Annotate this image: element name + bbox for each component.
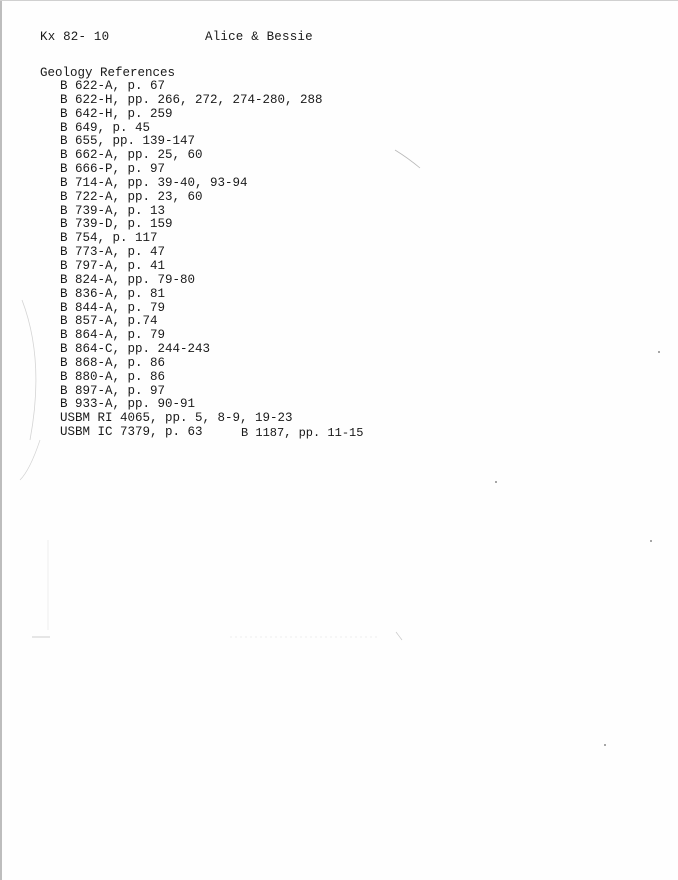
reference-item: B 655, pp. 139-147 [60, 134, 196, 149]
reference-item: B 662-A, pp. 25, 60 [60, 148, 203, 163]
reference-item: B 739-D, p. 159 [60, 217, 173, 232]
reference-item: B 897-A, p. 97 [60, 383, 166, 398]
reference-item: B 649, p. 45 [60, 120, 151, 135]
reference-item: B 622-A, p. 67 [60, 79, 166, 93]
stray-mark [22, 300, 36, 440]
reference-item: B 666-P, p. 97 [60, 162, 166, 177]
reference-item: B 797-A, p. 41 [60, 258, 166, 273]
scan-edge-left [0, 0, 2, 880]
reference-item: B 642-H, p. 259 [60, 106, 173, 121]
reference-item: B 836-A, p. 81 [60, 286, 166, 301]
reference-item: B 754, p. 117 [60, 231, 158, 246]
claim-name: Alice & Bessie [205, 30, 313, 44]
reference-item: B 868-A, p. 86 [60, 355, 166, 370]
reference-list [60, 80, 323, 440]
reference-item: USBM IC 7379, p. 63 [60, 425, 203, 440]
section-title: Geology References [40, 66, 176, 80]
reference-item: B 824-A, pp. 79-80 [60, 272, 196, 287]
side-reference: B 1187, pp. 11-15 [241, 426, 364, 440]
reference-item: B 773-A, p. 47 [60, 245, 166, 260]
stray-mark [396, 632, 402, 640]
reference-item: B 864-C, pp. 244-243 [60, 342, 211, 357]
reference-item: USBM RI 4065, pp. 5, 8-9, 19-23 [60, 411, 293, 426]
speck [650, 540, 652, 542]
stray-mark [20, 440, 40, 480]
scan-edge-top [0, 0, 678, 1]
speck [604, 744, 606, 746]
reference-item: B 722-A, pp. 23, 60 [60, 189, 203, 204]
reference-item: B 714-A, pp. 39-40, 93-94 [60, 175, 248, 190]
reference-item: B 844-A, p. 79 [60, 300, 166, 315]
reference-item: B 880-A, p. 86 [60, 369, 166, 384]
reference-item: B 864-A, p. 79 [60, 328, 166, 343]
stray-mark [395, 150, 420, 168]
speck [658, 351, 660, 353]
file-id: Kx 82- 10 [40, 30, 110, 44]
reference-item: B 857-A, p.74 [60, 314, 158, 329]
speck [495, 481, 497, 483]
reference-item: B 622-H, pp. 266, 272, 274-280, 288 [60, 92, 323, 107]
reference-item: B 739-A, p. 13 [60, 203, 166, 218]
reference-item: B 933-A, pp. 90-91 [60, 397, 196, 412]
